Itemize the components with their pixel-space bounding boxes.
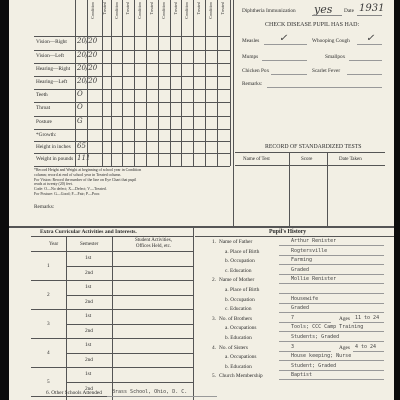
health-row-label: Height in inches: [36, 144, 71, 150]
history-title: Pupil's History: [269, 229, 307, 235]
history-ages-label: Ages: [339, 315, 350, 322]
health-row-value: 20/20: [77, 51, 98, 59]
history-entry-label: a. Place of Birth: [225, 287, 260, 293]
grid-column-header: Condition: [160, 2, 166, 19]
extra-semester: 2nd: [85, 269, 93, 276]
history-entry-value: Mollie Renister: [291, 276, 337, 283]
history-entry-number: 4.: [212, 344, 216, 351]
grid-column-header: Condition: [208, 2, 213, 19]
diphtheria-value: yes: [314, 3, 333, 16]
extra-year: 3: [47, 320, 50, 327]
diphtheria-date-value: 1931: [359, 3, 385, 14]
other-schools-value: Brass School, Ohio, D. C.: [112, 389, 188, 395]
history-ages-value: 4 to 24: [355, 343, 377, 350]
history-entry-label: b. Education: [225, 363, 252, 370]
history-entry-value: Tools; CCC Camp Training: [291, 324, 364, 331]
history-entry-label: b. Occupation: [225, 258, 255, 265]
extra-col-activities: Student Activities, Offices Held, etc.: [135, 238, 172, 249]
mumps-label: Mumps: [242, 54, 259, 60]
history-entry-label: Name of Father: [219, 239, 253, 245]
history-entry-value: Rogtersville: [291, 247, 328, 254]
diphtheria-label: Diphtheria Immunization: [242, 8, 296, 14]
health-row-value: 65: [77, 142, 86, 150]
extra-year: 2: [47, 291, 50, 298]
extra-semester: 2nd: [85, 356, 93, 363]
history-entry-number: 2.: [212, 277, 216, 284]
history-entry-label: No. of Brothers: [219, 315, 253, 322]
history-entry-value: Housewife: [291, 295, 319, 302]
extra-semester: 1st: [85, 313, 92, 319]
history-entry-label: Church Membership: [219, 373, 263, 380]
disease-remarks-label: Remarks:: [242, 81, 263, 87]
history-entry-value: Students; Graded: [291, 334, 340, 340]
smallpox-label: Smallpox: [325, 54, 346, 60]
history-entry-number: 1.: [212, 239, 216, 245]
health-row-label: Vision—Right: [36, 39, 67, 45]
other-schools-label: 6. Other Schools Attended: [46, 390, 102, 396]
grid-column-header: Treated: [219, 2, 225, 15]
chicken-pox-label: Chicken Pox: [242, 68, 270, 74]
grid-column-header: Treated: [196, 2, 202, 15]
history-entry-label: No. of Sisters: [219, 344, 248, 351]
health-row-value: 20/20: [77, 77, 98, 85]
whooping-cough-mark: ✓: [366, 33, 375, 44]
tests-col-date: Date Taken: [339, 157, 362, 162]
history-entry-value: Student; Graded: [291, 362, 337, 369]
grid-column-header: Treated: [172, 2, 178, 15]
history-ages-value: 11 to 24: [355, 314, 380, 321]
extra-semester: 1st: [85, 342, 92, 348]
health-row-value: 20/20: [77, 64, 98, 72]
history-entry-number: 5.: [212, 373, 216, 380]
history-entry-value: Graded: [291, 266, 310, 273]
history-entry-number: 3.: [212, 315, 216, 322]
history-entry-value: Farming: [291, 257, 313, 264]
extra-semester: 1st: [85, 371, 92, 377]
whooping-cough-label: Whooping Cough: [312, 38, 350, 44]
history-entry-label: a. Occupations: [225, 354, 257, 361]
history-entry-value: Baptist: [291, 372, 313, 379]
health-footnote: *Record Height and Weight at beginning of school year in Condition column; record at end of school year in Treated column. For Vision: Record the number of the line on Eye Chart that pupil reads at twenty (20) feet. Code: O—No defect; X—Defect; V—Treated. For Posture: G—Good; F—Fair; P—Poor.: [34, 168, 142, 196]
health-row-label: Vision—Left: [36, 53, 64, 59]
extra-col-year: Year: [49, 242, 59, 247]
health-row-value: O: [77, 103, 83, 111]
tests-col-score: Score: [301, 157, 313, 162]
extra-title: Extra Curricular Activities and Interests.: [40, 229, 137, 235]
health-row-label: Hearing—Right: [36, 66, 71, 72]
history-entry-label: a. Occupations: [225, 325, 257, 332]
history-entry-label: Name of Mother: [219, 277, 255, 284]
record-card: [9, 0, 394, 400]
extra-year: 1: [47, 262, 50, 269]
history-entry-value: 7: [291, 314, 295, 321]
health-row-value: 20/20: [77, 37, 98, 45]
health-row-value: O: [77, 90, 83, 98]
health-row-value: 111: [77, 154, 91, 162]
health-row-label: Hearing—Left: [36, 79, 68, 85]
measles-label: Measles: [242, 38, 260, 44]
history-entry-value: 3: [291, 343, 295, 350]
history-entry-value: House keeping; Nurse: [291, 353, 352, 360]
tests-title: RECORD OF STANDARDIZED TESTS: [265, 144, 362, 150]
grid-column-header: Treated: [101, 2, 107, 15]
history-ages-label: Ages: [339, 344, 350, 351]
extra-year: 5: [47, 378, 50, 385]
extra-semester: 2nd: [85, 298, 93, 305]
grid-column-header: Treated: [125, 2, 131, 15]
disease-heading: CHECK DISEASE PUPIL HAS HAD:: [265, 22, 360, 28]
health-row-label: Weight in pounds: [36, 156, 74, 162]
diphtheria-date-label: Date: [344, 8, 354, 14]
grid-column-header: Condition: [137, 2, 143, 19]
history-entry-label: b. Education: [225, 335, 252, 341]
extra-col-semester: Semester: [80, 242, 99, 247]
health-row-label: Teeth: [36, 92, 48, 98]
history-entry-value: Arthur Renister: [291, 238, 337, 244]
health-row-label: Throat: [36, 105, 51, 111]
history-entry-label: c. Education: [225, 267, 252, 274]
health-row-label: *Growth:: [36, 132, 57, 138]
extra-semester: 2nd: [85, 327, 93, 334]
history-entry-label: c. Education: [225, 306, 252, 313]
history-entry-label: a. Place of Birth: [225, 248, 260, 255]
grid-column-header: Condition: [184, 2, 190, 19]
health-remarks-label: Remarks:: [34, 204, 55, 210]
extra-semester: 1st: [85, 255, 92, 261]
grid-column-header: Condition: [90, 2, 95, 19]
history-entry-value: Graded: [291, 305, 310, 312]
scarlet-fever-label: Scarlet Fever: [312, 68, 341, 74]
history-entry-label: b. Occupation: [225, 296, 255, 303]
extra-year: 4: [47, 349, 50, 356]
grid-column-header: Treated: [149, 2, 154, 15]
grid-column-header: Condition: [113, 2, 119, 19]
health-row-label: Posture: [36, 119, 52, 125]
extra-semester: 2nd: [85, 385, 93, 392]
tests-col-name: Name of Test: [243, 157, 270, 162]
extra-semester: 1st: [85, 284, 92, 290]
measles-mark: ✓: [279, 33, 288, 44]
health-row-value: G: [77, 117, 83, 125]
